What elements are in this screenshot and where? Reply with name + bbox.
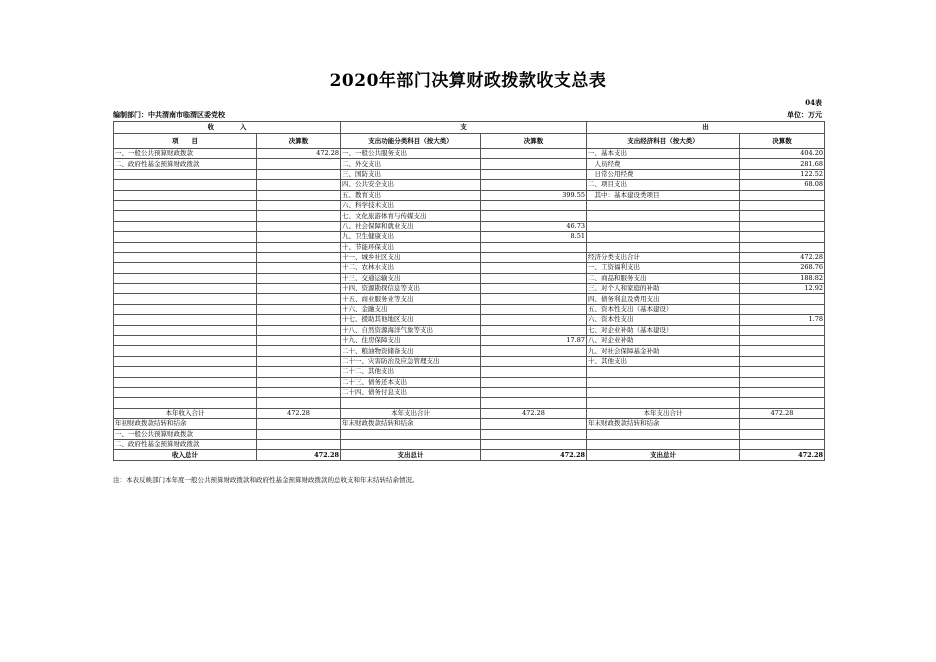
table-cell [481,325,587,335]
table-cell [740,429,825,439]
table-cell: 七、对企业补助（基本建设） [587,325,740,335]
table-cell: 年末财政拨款结转和结余 [587,419,740,429]
table-cell [257,377,341,387]
table-cell: 二十四、债务付息支出 [341,387,481,397]
table-cell [341,398,481,408]
table-cell [114,232,257,242]
table-cell [257,284,341,294]
total-row [114,408,825,418]
table-cell [587,377,740,387]
table-cell [114,398,257,408]
table-cell [114,242,257,252]
table-row [114,200,825,210]
table-cell [481,356,587,366]
table-cell [341,439,481,449]
table-cell: 404.20 [740,149,825,159]
header-row-2 [114,134,825,149]
table-cell [257,387,341,397]
table-cell: 472.28 [257,408,341,418]
table-row [114,180,825,190]
table-cell [481,315,587,325]
table-cell [257,419,341,429]
table-cell [481,346,587,356]
table-cell: 一、基本支出 [587,149,740,159]
table-cell: 收入总计 [114,450,257,460]
table-cell: 三、对个人和家庭的补助 [587,284,740,294]
table-cell [481,294,587,304]
table-cell: 五、教育支出 [341,190,481,200]
table-cell: 本年收入合计 [114,408,257,418]
table-cell: 十九、住房保障支出 [341,336,481,346]
table-cell: 九、卫生健康支出 [341,232,481,242]
table-cell: 十七、援助其他地区支出 [341,315,481,325]
table-row [114,149,825,159]
table-row [114,273,825,283]
form-number: 04表 [805,98,822,107]
table-cell: 日常公用经费 [587,169,740,179]
table-cell: 46.73 [481,221,587,231]
table-cell: 二十二、其他支出 [341,367,481,377]
table-row [114,387,825,397]
table-cell: 472.28 [257,450,341,460]
table-row [114,159,825,169]
table-cell [257,232,341,242]
table-cell [587,242,740,252]
table-cell: 十一、城乡社区支出 [341,252,481,262]
table-cell [481,398,587,408]
table-cell: 十三、交通运输支出 [341,273,481,283]
table-row [114,325,825,335]
table-cell [114,180,257,190]
table-cell: 二十三、债务还本支出 [341,377,481,387]
table-cell: 十、其他支出 [587,356,740,366]
finance-table [113,121,825,461]
table-row [114,169,825,179]
table-cell [114,356,257,366]
table-row [114,252,825,262]
table-cell [257,398,341,408]
table-cell [114,294,257,304]
col-function-header: 支出功能分类科目（按大类） [341,134,481,149]
table-cell: 四、公共安全支出 [341,180,481,190]
table-cell [740,398,825,408]
table-cell [114,211,257,221]
table-cell [257,304,341,314]
table-cell: 二、政府性基金预算财政拨款 [114,159,257,169]
table-cell: 本年支出合计 [341,408,481,418]
table-cell [257,190,341,200]
table-cell [257,356,341,366]
table-cell: 人员经费 [587,159,740,169]
col-economic-header: 支出经济科目（按大类） [587,134,740,149]
table-cell: 188.82 [740,273,825,283]
table-row [114,221,825,231]
col-amount2-header: 决算数 [481,134,587,149]
table-row [114,398,825,408]
table-cell: 二、商品和服务支出 [587,273,740,283]
table-cell [481,149,587,159]
table-cell [257,252,341,262]
table-cell: 六、科学技术支出 [341,200,481,210]
table-cell [257,211,341,221]
table-cell: 二、政府性基金预算财政拨款 [114,439,257,449]
table-row [114,377,825,387]
table-cell [481,419,587,429]
income-header: 收 入 [114,122,341,134]
table-row [114,429,825,439]
table-cell [257,325,341,335]
table-cell: 五、资本性支出（基本建设） [587,304,740,314]
table-cell [114,346,257,356]
table-cell [257,439,341,449]
table-cell: 399.55 [481,190,587,200]
table-cell: 本年支出合计 [587,408,740,418]
table-cell [740,325,825,335]
table-cell: 二十、粮油物资储备支出 [341,346,481,356]
table-row [114,284,825,294]
table-row [114,356,825,366]
table-row [114,315,825,325]
table-cell: 一、一般公共预算财政拨款 [114,149,257,159]
table-cell: 一、一般公共预算财政拨款 [114,429,257,439]
table-cell: 年末财政拨款结转和结余 [341,419,481,429]
expenditure-header-left: 支 [341,122,587,134]
table-row [114,419,825,429]
table-cell [257,159,341,169]
table-cell: 经济分类支出合计 [587,252,740,262]
table-cell [481,242,587,252]
table-cell [257,336,341,346]
table-row [114,232,825,242]
table-cell [481,200,587,210]
table-cell: 一、工资福利支出 [587,263,740,273]
table-cell: 472.28 [481,450,587,460]
col-amount3-header: 决算数 [740,134,825,149]
table-cell [257,242,341,252]
table-cell [114,315,257,325]
table-cell: 12.92 [740,284,825,294]
unit-label: 单位：万元 [787,110,822,119]
table-row [114,242,825,252]
table-cell [481,429,587,439]
table-cell: 268.76 [740,263,825,273]
table-cell [114,336,257,346]
table-cell [587,398,740,408]
table-cell [587,367,740,377]
table-cell: 二、外交支出 [341,159,481,169]
table-cell: 支出总计 [587,450,740,460]
table-cell [257,263,341,273]
table-cell [587,439,740,449]
table-cell: 1.78 [740,315,825,325]
table-cell: 其中：基本建设类项目 [587,190,740,200]
table-cell [740,211,825,221]
table-cell: 六、资本性支出 [587,315,740,325]
table-cell [257,315,341,325]
table-cell [481,180,587,190]
table-cell [257,429,341,439]
table-cell [481,252,587,262]
table-cell [740,356,825,366]
table-cell [481,263,587,273]
table-cell [587,429,740,439]
table-row [114,304,825,314]
col-amount-header: 决算数 [257,134,341,149]
table-cell: 472.28 [740,252,825,262]
table-cell [257,221,341,231]
table-cell [114,190,257,200]
table-cell [341,429,481,439]
table-cell [114,221,257,231]
table-cell [740,304,825,314]
page-title: 2020年部门决算财政拨款收支总表 [329,71,607,91]
table-cell: 四、债务利息及费用支出 [587,294,740,304]
table-cell: 68.08 [740,180,825,190]
table-cell [740,221,825,231]
footnote: 注：本表反映部门本年度一般公共预算财政拨款和政府性基金预算财政拨款的总收支和年末结转结余情况。 [113,476,419,484]
table-row [114,336,825,346]
table-cell [740,190,825,200]
table-cell: 472.28 [740,450,825,460]
table-cell: 十六、金融支出 [341,304,481,314]
table-cell: 8.51 [481,232,587,242]
table-cell [587,200,740,210]
table-cell [481,367,587,377]
table-cell [114,304,257,314]
table-cell [740,336,825,346]
table-cell [114,273,257,283]
table-cell: 二、项目支出 [587,180,740,190]
table-row [114,190,825,200]
table-cell [740,346,825,356]
table-cell: 17.87 [481,336,587,346]
table-cell: 二十一、灾害防治及应急管理支出 [341,356,481,366]
table-cell: 472.28 [481,408,587,418]
table-cell [587,221,740,231]
grand-total-row [114,450,825,460]
table-cell: 支出总计 [341,450,481,460]
table-cell [481,169,587,179]
table-cell: 九、对社会保障基金补助 [587,346,740,356]
table-cell: 七、文化旅游体育与传媒支出 [341,211,481,221]
table-cell: 281.68 [740,159,825,169]
table-cell: 一、一般公共服务支出 [341,149,481,159]
table-cell: 122.52 [740,169,825,179]
table-cell [114,263,257,273]
table-cell [740,377,825,387]
table-cell: 十、节能环保支出 [341,242,481,252]
table-cell [114,377,257,387]
table-cell [114,169,257,179]
table-cell [740,294,825,304]
table-cell [740,367,825,377]
table-cell [481,377,587,387]
table-row [114,294,825,304]
table-cell [740,419,825,429]
table-cell [257,169,341,179]
table-row [114,263,825,273]
table-cell [587,232,740,242]
table-cell [740,439,825,449]
table-row [114,439,825,449]
table-cell: 八、对企业补助 [587,336,740,346]
table-cell [114,387,257,397]
table-cell [257,180,341,190]
table-cell: 八、社会保障和就业支出 [341,221,481,231]
unit-organization: 编制部门：中共渭南市临渭区委党校 [113,110,225,119]
table-cell [257,273,341,283]
expenditure-header-right: 出 [587,122,825,134]
table-cell [114,325,257,335]
table-cell [481,284,587,294]
table-cell [114,284,257,294]
table-cell [257,200,341,210]
table-cell [481,159,587,169]
table-cell [114,252,257,262]
table-cell: 十二、农林水支出 [341,263,481,273]
header-row-1 [114,122,825,134]
table-cell [481,273,587,283]
table-cell: 十四、资源勘探信息等支出 [341,284,481,294]
table-cell: 十五、商业服务业等支出 [341,294,481,304]
table-row [114,346,825,356]
table-cell [587,211,740,221]
table-cell: 472.28 [740,408,825,418]
table-cell [587,387,740,397]
table-cell [740,387,825,397]
table-row [114,367,825,377]
table-cell: 三、国防支出 [341,169,481,179]
table-row [114,211,825,221]
table-cell [481,211,587,221]
table-cell [481,439,587,449]
table-cell [481,304,587,314]
table-cell: 472.28 [257,149,341,159]
table-cell [740,232,825,242]
table-cell [257,294,341,304]
table-cell [257,346,341,356]
table-cell [257,367,341,377]
table-cell [740,200,825,210]
table-cell: 年初财政拨款结转和结余 [114,419,257,429]
table-cell [481,387,587,397]
table-cell: 十八、自然资源海洋气象等支出 [341,325,481,335]
table-cell [114,200,257,210]
table-cell [740,242,825,252]
table-cell [114,367,257,377]
col-item-header: 项 目 [114,134,257,149]
